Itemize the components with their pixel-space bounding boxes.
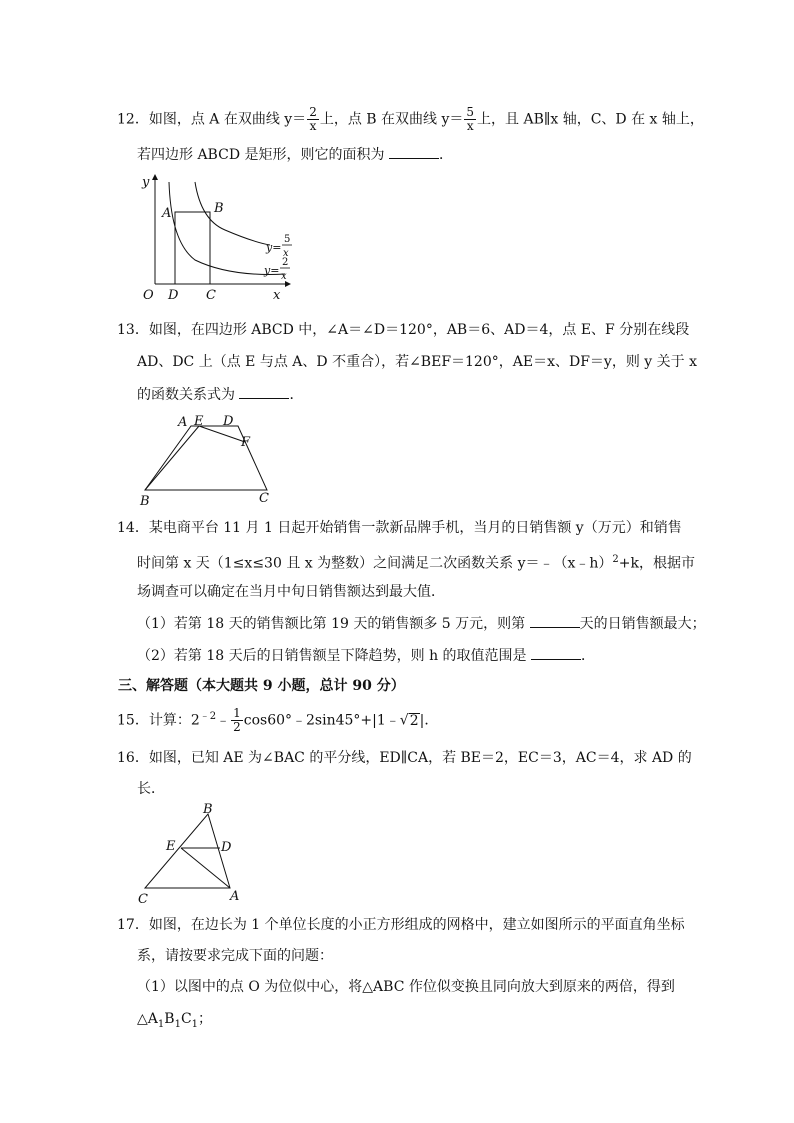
q16-figure [135,800,250,905]
q13-line-1: 13．如图，在四边形 ABCD 中，∠A＝∠D＝120°，AB＝6、AD＝4，点 E、F 分别在线段 [117,322,690,338]
label-C: C [206,288,216,302]
label-B: B [203,802,213,817]
curve-label-2-over-x [263,257,290,282]
q13-figure [135,410,285,508]
q17-line-1: 17．如图，在边长为 1 个单位长度的小正方形组成的网格中，建立如图所示的平面直角坐标 [117,917,685,933]
q12-line-2: 若四边形 ABCD 是矩形，则它的面积为 ． [137,144,453,165]
label-y-axis: y [142,175,150,190]
q13-line-3: 的函数关系式为 ． [137,384,303,405]
answer-blank [389,144,439,159]
answer-blank [239,384,289,399]
q14-line-4: （1）若第 18 天的销售额比第 19 天的销售额多 5 万元，则第 天的日销售额最大； [137,613,706,634]
label-O: O [143,288,154,302]
answer-blank [530,613,580,628]
svg-text:y=: y= [264,264,280,277]
q15-line: 15．计算：$2^{﹣2}﹣$ $\frac{1}{2}$ cos60°﹣2sin45°+|1﹣√2|． [117,706,439,735]
svg-text:x: x [281,271,287,282]
svg-text:2: 2 [282,257,289,268]
sqrt-symbol: √ [399,712,409,729]
svg-text:y=: y= [266,241,282,254]
svg-text:5: 5 [284,234,291,245]
q12-line-1 [117,106,704,133]
label-B: B [140,494,150,508]
fraction-5-over-x: $\frac{5}{x}$ [466,105,475,133]
label-A: A [162,206,172,221]
label-D: D [168,288,179,302]
label-B: B [214,201,224,216]
label-A: A [230,889,240,904]
section-heading: 三、解答题（本大题共 9 小题，总计 90 分） [118,678,405,694]
svg-text:x: x [283,248,289,259]
label-F: F [241,435,251,450]
label-x-axis: x [273,288,281,302]
q17-line-3: （1）以图中的点 O 为位似中心，将△ABC 作位似变换且同向放大到原来的两倍，得到 [137,979,675,995]
q14-line-3: 场调查可以确定在当月中旬日销售额达到最大值． [137,584,445,600]
q17-line-4: $\triangle A_1B_1C_1$； [137,1011,213,1030]
label-C: C [259,491,269,506]
q14-line-2: 时间第 x 天（1≤x≤30 且 x 为整数）之间满足二次函数关系 y＝﹣（x﹣h）$^2$+k，根据市 [137,554,695,572]
q12-text-c: 上，且 AB∥x 轴，C、D 在 x 轴上， [477,111,704,128]
label-E: E [166,839,176,854]
q14-line-5: （2）若第 18 天后的日销售额呈下降趋势，则 h 的取值范围是 ． [137,645,595,666]
label-A: A [178,415,188,430]
q16-line-2: 长． [137,781,165,797]
q17-line-2: 系，请按要求完成下面的问题： [137,948,333,964]
label-D: D [221,840,232,855]
label-E: E [194,414,204,429]
curve-label-5-over-x [265,234,292,259]
answer-blank [531,645,581,660]
q12-figure [135,172,300,302]
q16-line-1: 16．如图，已知 AE 为∠BAC 的平分线，ED∥CA，若 BE＝2，EC＝3，AC＝4，求 AD 的 [117,750,692,766]
q12-text-b: 上，点 B 在双曲线 y＝ [319,111,464,128]
q12-text-a: 12．如图，点 A 在双曲线 y＝ [117,111,307,128]
label-D: D [223,414,234,429]
q14-line-1: 14．某电商平台 11 月 1 日起开始销售一款新品牌手机，当月的日销售额 y（万元）和销售 [117,520,682,536]
fraction-1-over-2: $\frac{1}{2}$ [233,706,241,735]
fraction-2-over-x: $\frac{2}{x}$ [309,105,317,133]
q13-line-2: AD、DC 上（点 E 与点 A、D 不重合），若∠BEF＝120°，AE＝x、DF＝y，则 y 关于 x [137,354,697,370]
sqrt-radicand: 2 [409,712,419,729]
label-C: C [138,892,148,905]
